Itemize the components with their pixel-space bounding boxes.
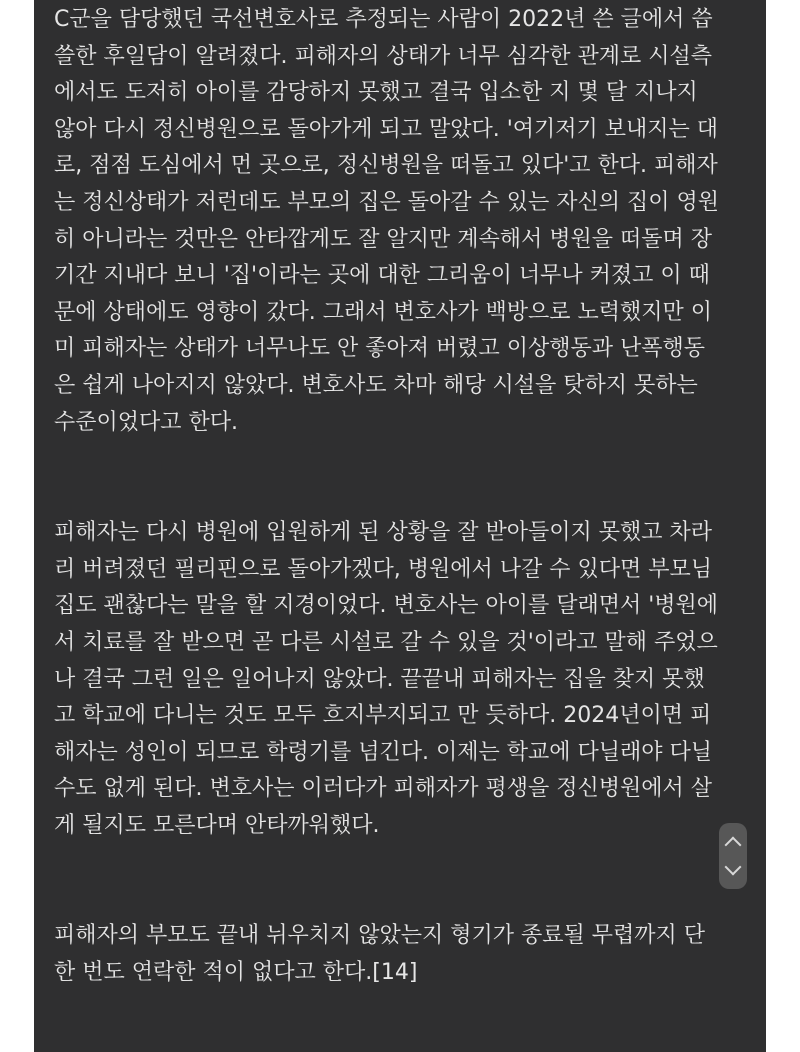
article-body [54, 2, 746, 992]
paragraph-gap [54, 844, 746, 918]
paragraph-3: 피해자의 부모도 끝내 뉘우치지 않았는지 형기가 종료될 무렵까지 단 한 번도 연락한 적이 없다고 한다.[14] [54, 923, 706, 986]
paragraph-1: C군을 담당했던 국선변호사로 추정되는 사람이 2022년 쓴 글에서 씁 쓸한 후일담이 알려졌다. 피해자의 상태가 너무 심각한 관계로 시설측 에서도 도저히 아이를 감당하지 못했고 결국 입소한 지 몇 달 지나지 않아 다시 정신병원으로 돌아가게 되고 말았다. '여기저기 보내지는 대 로, 점점 도심에서 먼 곳으로, 정신병원을 떠돌고 있다'고 한다. 피해자 는 정신상태가 저런데도 부모의 집은 돌아갈 수 있는 자신의 집이 영원 히 아니라는 것만은 안타깝게도 잘 알지만 계속해서 병원을 떠돌며 장 기간 지내다 보니 '집'이라는 곳에 대한 그리움이 너무나 커졌고 이 때 문에 상태에도 영향이 갔다. 그래서 변호사가 백방으로 노력했지만 이 미 피해자는 상태가 너무나도 안 좋아져 버렸고 이상행동과 난폭행동 은 쉽게 나아지지 않았다. 변호사도 차마 해당 시설을 탓하지 못하는 수준이었다고 한다. [54, 7, 719, 435]
chevron-up-icon[interactable] [725, 837, 742, 854]
paragraph-2: 피해자는 다시 병원에 입원하게 된 상황을 잘 받아들이지 못했고 차라 리 버려졌던 필리핀으로 돌아가겠다, 병원에서 나갈 수 있다면 부모님 집도 괜찮다는 말을 할 지경이었다. 변호사는 아이를 달래면서 '병원에 서 치료를 잘 받으면 곧 다른 시설로 갈 수 있을 것'이라고 말해 주었으 나 결국 그런 일은 일어나지 않았다. 끝끝내 피해자는 집을 찾지 못했 고 학교에 다니는 것도 모두 흐지부지되고 만 듯하다. 2024년이면 피 해자는 성인이 되므로 학령기를 넘긴다. 이제는 학교에 다닐래야 다닐 수도 없게 된다. 변호사는 이러다가 피해자가 평생을 정신병원에서 살 게 될지도 모른다며 안타까워했다. [54, 520, 719, 838]
chevron-down-icon[interactable] [725, 859, 742, 876]
article-panel [34, 0, 766, 1052]
scroll-handle[interactable] [719, 823, 747, 889]
paragraph-gap [54, 441, 746, 515]
